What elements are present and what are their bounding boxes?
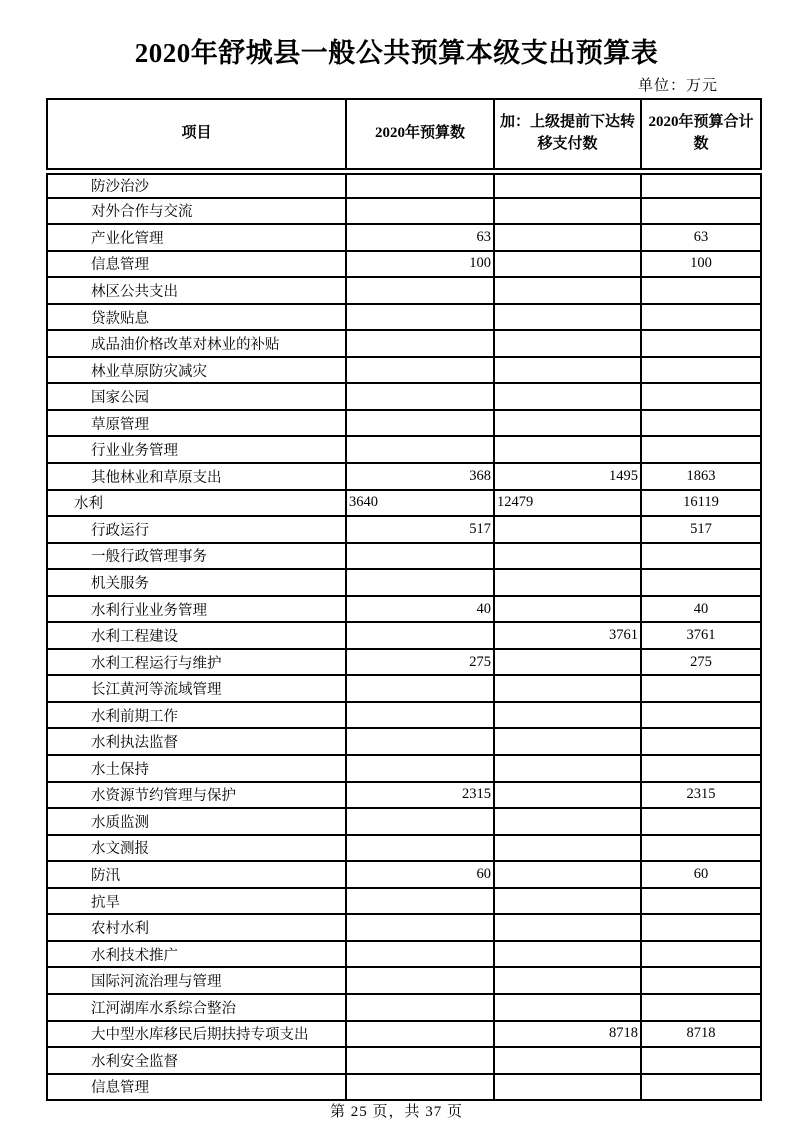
table-row xyxy=(47,330,761,357)
transfer-cell xyxy=(494,410,641,437)
transfer-cell xyxy=(494,1074,641,1101)
total-cell xyxy=(641,994,761,1021)
transfer-cell xyxy=(494,649,641,676)
budget-cell: 517 xyxy=(346,516,494,543)
total-cell xyxy=(641,1074,761,1101)
budget-cell xyxy=(346,808,494,835)
column-header-budget: 2020年预算数 xyxy=(346,99,494,171)
transfer-cell xyxy=(494,596,641,623)
budget-cell xyxy=(346,728,494,755)
budget-cell xyxy=(346,304,494,331)
transfer-cell xyxy=(494,675,641,702)
budget-cell: 60 xyxy=(346,861,494,888)
transfer-cell xyxy=(494,543,641,570)
transfer-cell: 3761 xyxy=(494,622,641,649)
total-cell xyxy=(641,543,761,570)
table-row xyxy=(47,596,761,623)
transfer-cell: 1495 xyxy=(494,463,641,490)
item-cell: 国家公园 xyxy=(47,383,346,410)
total-cell: 100 xyxy=(641,251,761,278)
transfer-cell xyxy=(494,888,641,915)
table-row xyxy=(47,967,761,994)
transfer-cell xyxy=(494,967,641,994)
item-cell: 水利 xyxy=(47,490,346,517)
table-row xyxy=(47,304,761,331)
table-row xyxy=(47,861,761,888)
total-cell xyxy=(641,675,761,702)
table-row xyxy=(47,1047,761,1074)
budget-cell xyxy=(346,330,494,357)
budget-cell xyxy=(346,171,494,198)
total-cell xyxy=(641,808,761,835)
transfer-cell xyxy=(494,782,641,809)
total-cell: 40 xyxy=(641,596,761,623)
total-cell xyxy=(641,888,761,915)
header-row xyxy=(47,99,761,171)
item-cell: 水利技术推广 xyxy=(47,941,346,968)
item-cell: 水利行业业务管理 xyxy=(47,596,346,623)
unit-label: 单位：万元 xyxy=(637,78,718,94)
budget-cell xyxy=(346,675,494,702)
transfer-cell xyxy=(494,516,641,543)
table-header xyxy=(47,99,761,171)
total-cell: 1863 xyxy=(641,463,761,490)
transfer-cell xyxy=(494,835,641,862)
item-cell: 成品油价格改革对林业的补贴 xyxy=(47,330,346,357)
total-cell xyxy=(641,410,761,437)
total-cell: 63 xyxy=(641,224,761,251)
budget-cell xyxy=(346,1074,494,1101)
total-cell xyxy=(641,755,761,782)
item-cell: 行政运行 xyxy=(47,516,346,543)
item-cell: 水利安全监督 xyxy=(47,1047,346,1074)
budget-cell: 368 xyxy=(346,463,494,490)
transfer-cell xyxy=(494,198,641,225)
budget-cell xyxy=(346,835,494,862)
table-row xyxy=(47,649,761,676)
table-body xyxy=(47,171,761,1100)
table-row xyxy=(47,808,761,835)
item-cell: 一般行政管理事务 xyxy=(47,543,346,570)
total-cell xyxy=(641,171,761,198)
total-cell xyxy=(641,277,761,304)
transfer-cell xyxy=(494,1047,641,1074)
page-title: 2020年舒城县一般公共预算本级支出预算表 xyxy=(134,38,659,68)
item-cell: 林业草原防灾减灾 xyxy=(47,357,346,384)
item-cell: 水质监测 xyxy=(47,808,346,835)
transfer-cell xyxy=(494,357,641,384)
budget-cell xyxy=(346,410,494,437)
column-header-total: 2020年预算合计数 xyxy=(641,99,761,171)
budget-cell: 100 xyxy=(346,251,494,278)
table-row xyxy=(47,1074,761,1101)
total-cell: 2315 xyxy=(641,782,761,809)
item-cell: 其他林业和草原支出 xyxy=(47,463,346,490)
transfer-cell xyxy=(494,251,641,278)
item-cell: 行业业务管理 xyxy=(47,436,346,463)
budget-cell xyxy=(346,277,494,304)
budget-cell xyxy=(346,941,494,968)
budget-cell xyxy=(346,436,494,463)
transfer-cell xyxy=(494,728,641,755)
item-cell: 产业化管理 xyxy=(47,224,346,251)
budget-cell xyxy=(346,622,494,649)
total-cell xyxy=(641,304,761,331)
total-cell: 3761 xyxy=(641,622,761,649)
transfer-cell xyxy=(494,861,641,888)
budget-cell xyxy=(346,383,494,410)
table-row xyxy=(47,224,761,251)
total-cell xyxy=(641,1047,761,1074)
table-row xyxy=(47,436,761,463)
budget-cell xyxy=(346,1021,494,1048)
table-row xyxy=(47,622,761,649)
budget-cell xyxy=(346,914,494,941)
transfer-cell xyxy=(494,277,641,304)
budget-table xyxy=(46,98,762,1101)
page-footer: 第 25 页，共 37 页 xyxy=(329,1104,463,1120)
budget-cell xyxy=(346,1047,494,1074)
total-cell xyxy=(641,702,761,729)
total-cell xyxy=(641,728,761,755)
budget-cell xyxy=(346,755,494,782)
total-cell: 16119 xyxy=(641,490,761,517)
item-cell: 水资源节约管理与保护 xyxy=(47,782,346,809)
budget-cell: 275 xyxy=(346,649,494,676)
table-row xyxy=(47,490,761,517)
item-cell: 防汛 xyxy=(47,861,346,888)
table-row xyxy=(47,569,761,596)
total-cell xyxy=(641,569,761,596)
table-row xyxy=(47,463,761,490)
transfer-cell: 8718 xyxy=(494,1021,641,1048)
item-cell: 林区公共支出 xyxy=(47,277,346,304)
table-row xyxy=(47,994,761,1021)
budget-cell: 63 xyxy=(346,224,494,251)
total-cell xyxy=(641,914,761,941)
transfer-cell xyxy=(494,224,641,251)
item-cell: 草原管理 xyxy=(47,410,346,437)
budget-cell xyxy=(346,569,494,596)
transfer-cell: 12479 xyxy=(494,490,641,517)
total-cell: 8718 xyxy=(641,1021,761,1048)
table-row xyxy=(47,410,761,437)
table-row xyxy=(47,1021,761,1048)
table-row xyxy=(47,941,761,968)
total-cell xyxy=(641,383,761,410)
total-cell: 60 xyxy=(641,861,761,888)
budget-cell xyxy=(346,198,494,225)
total-cell xyxy=(641,198,761,225)
item-cell: 抗旱 xyxy=(47,888,346,915)
item-cell: 江河湖库水系综合整治 xyxy=(47,994,346,1021)
item-cell: 国际河流治理与管理 xyxy=(47,967,346,994)
table-row xyxy=(47,782,761,809)
transfer-cell xyxy=(494,304,641,331)
table-row xyxy=(47,198,761,225)
total-cell: 517 xyxy=(641,516,761,543)
table-row xyxy=(47,543,761,570)
transfer-cell xyxy=(494,702,641,729)
table-row xyxy=(47,914,761,941)
transfer-cell xyxy=(494,569,641,596)
total-cell xyxy=(641,330,761,357)
item-cell: 水利执法监督 xyxy=(47,728,346,755)
table-row xyxy=(47,383,761,410)
table-row xyxy=(47,728,761,755)
column-header-transfer: 加：上级提前下达转移支付数 xyxy=(494,99,641,171)
table-row xyxy=(47,171,761,198)
transfer-cell xyxy=(494,994,641,1021)
table-row xyxy=(47,755,761,782)
item-cell: 农村水利 xyxy=(47,914,346,941)
budget-cell xyxy=(346,357,494,384)
total-cell xyxy=(641,967,761,994)
table-row xyxy=(47,702,761,729)
table-row xyxy=(47,835,761,862)
item-cell: 水利工程运行与维护 xyxy=(47,649,346,676)
table-row xyxy=(47,675,761,702)
budget-cell: 2315 xyxy=(346,782,494,809)
item-cell: 贷款贴息 xyxy=(47,304,346,331)
table-row xyxy=(47,277,761,304)
transfer-cell xyxy=(494,171,641,198)
total-cell xyxy=(641,941,761,968)
budget-cell xyxy=(346,888,494,915)
total-cell: 275 xyxy=(641,649,761,676)
transfer-cell xyxy=(494,941,641,968)
table-row xyxy=(47,888,761,915)
budget-cell xyxy=(346,543,494,570)
item-cell: 水利工程建设 xyxy=(47,622,346,649)
item-cell: 大中型水库移民后期扶持专项支出 xyxy=(47,1021,346,1048)
column-header-item: 项目 xyxy=(47,99,346,171)
item-cell: 长江黄河等流域管理 xyxy=(47,675,346,702)
item-cell: 水利前期工作 xyxy=(47,702,346,729)
budget-cell xyxy=(346,994,494,1021)
budget-cell: 40 xyxy=(346,596,494,623)
table-row xyxy=(47,516,761,543)
budget-cell: 3640 xyxy=(346,490,494,517)
budget-cell xyxy=(346,967,494,994)
total-cell xyxy=(641,835,761,862)
item-cell: 信息管理 xyxy=(47,251,346,278)
total-cell xyxy=(641,436,761,463)
item-cell: 信息管理 xyxy=(47,1074,346,1101)
budget-cell xyxy=(346,702,494,729)
item-cell: 机关服务 xyxy=(47,569,346,596)
item-cell: 水土保持 xyxy=(47,755,346,782)
transfer-cell xyxy=(494,383,641,410)
transfer-cell xyxy=(494,436,641,463)
transfer-cell xyxy=(494,808,641,835)
item-cell: 水文测报 xyxy=(47,835,346,862)
table-row xyxy=(47,251,761,278)
transfer-cell xyxy=(494,755,641,782)
table-row xyxy=(47,357,761,384)
transfer-cell xyxy=(494,330,641,357)
item-cell: 防沙治沙 xyxy=(47,171,346,198)
total-cell xyxy=(641,357,761,384)
transfer-cell xyxy=(494,914,641,941)
item-cell: 对外合作与交流 xyxy=(47,198,346,225)
